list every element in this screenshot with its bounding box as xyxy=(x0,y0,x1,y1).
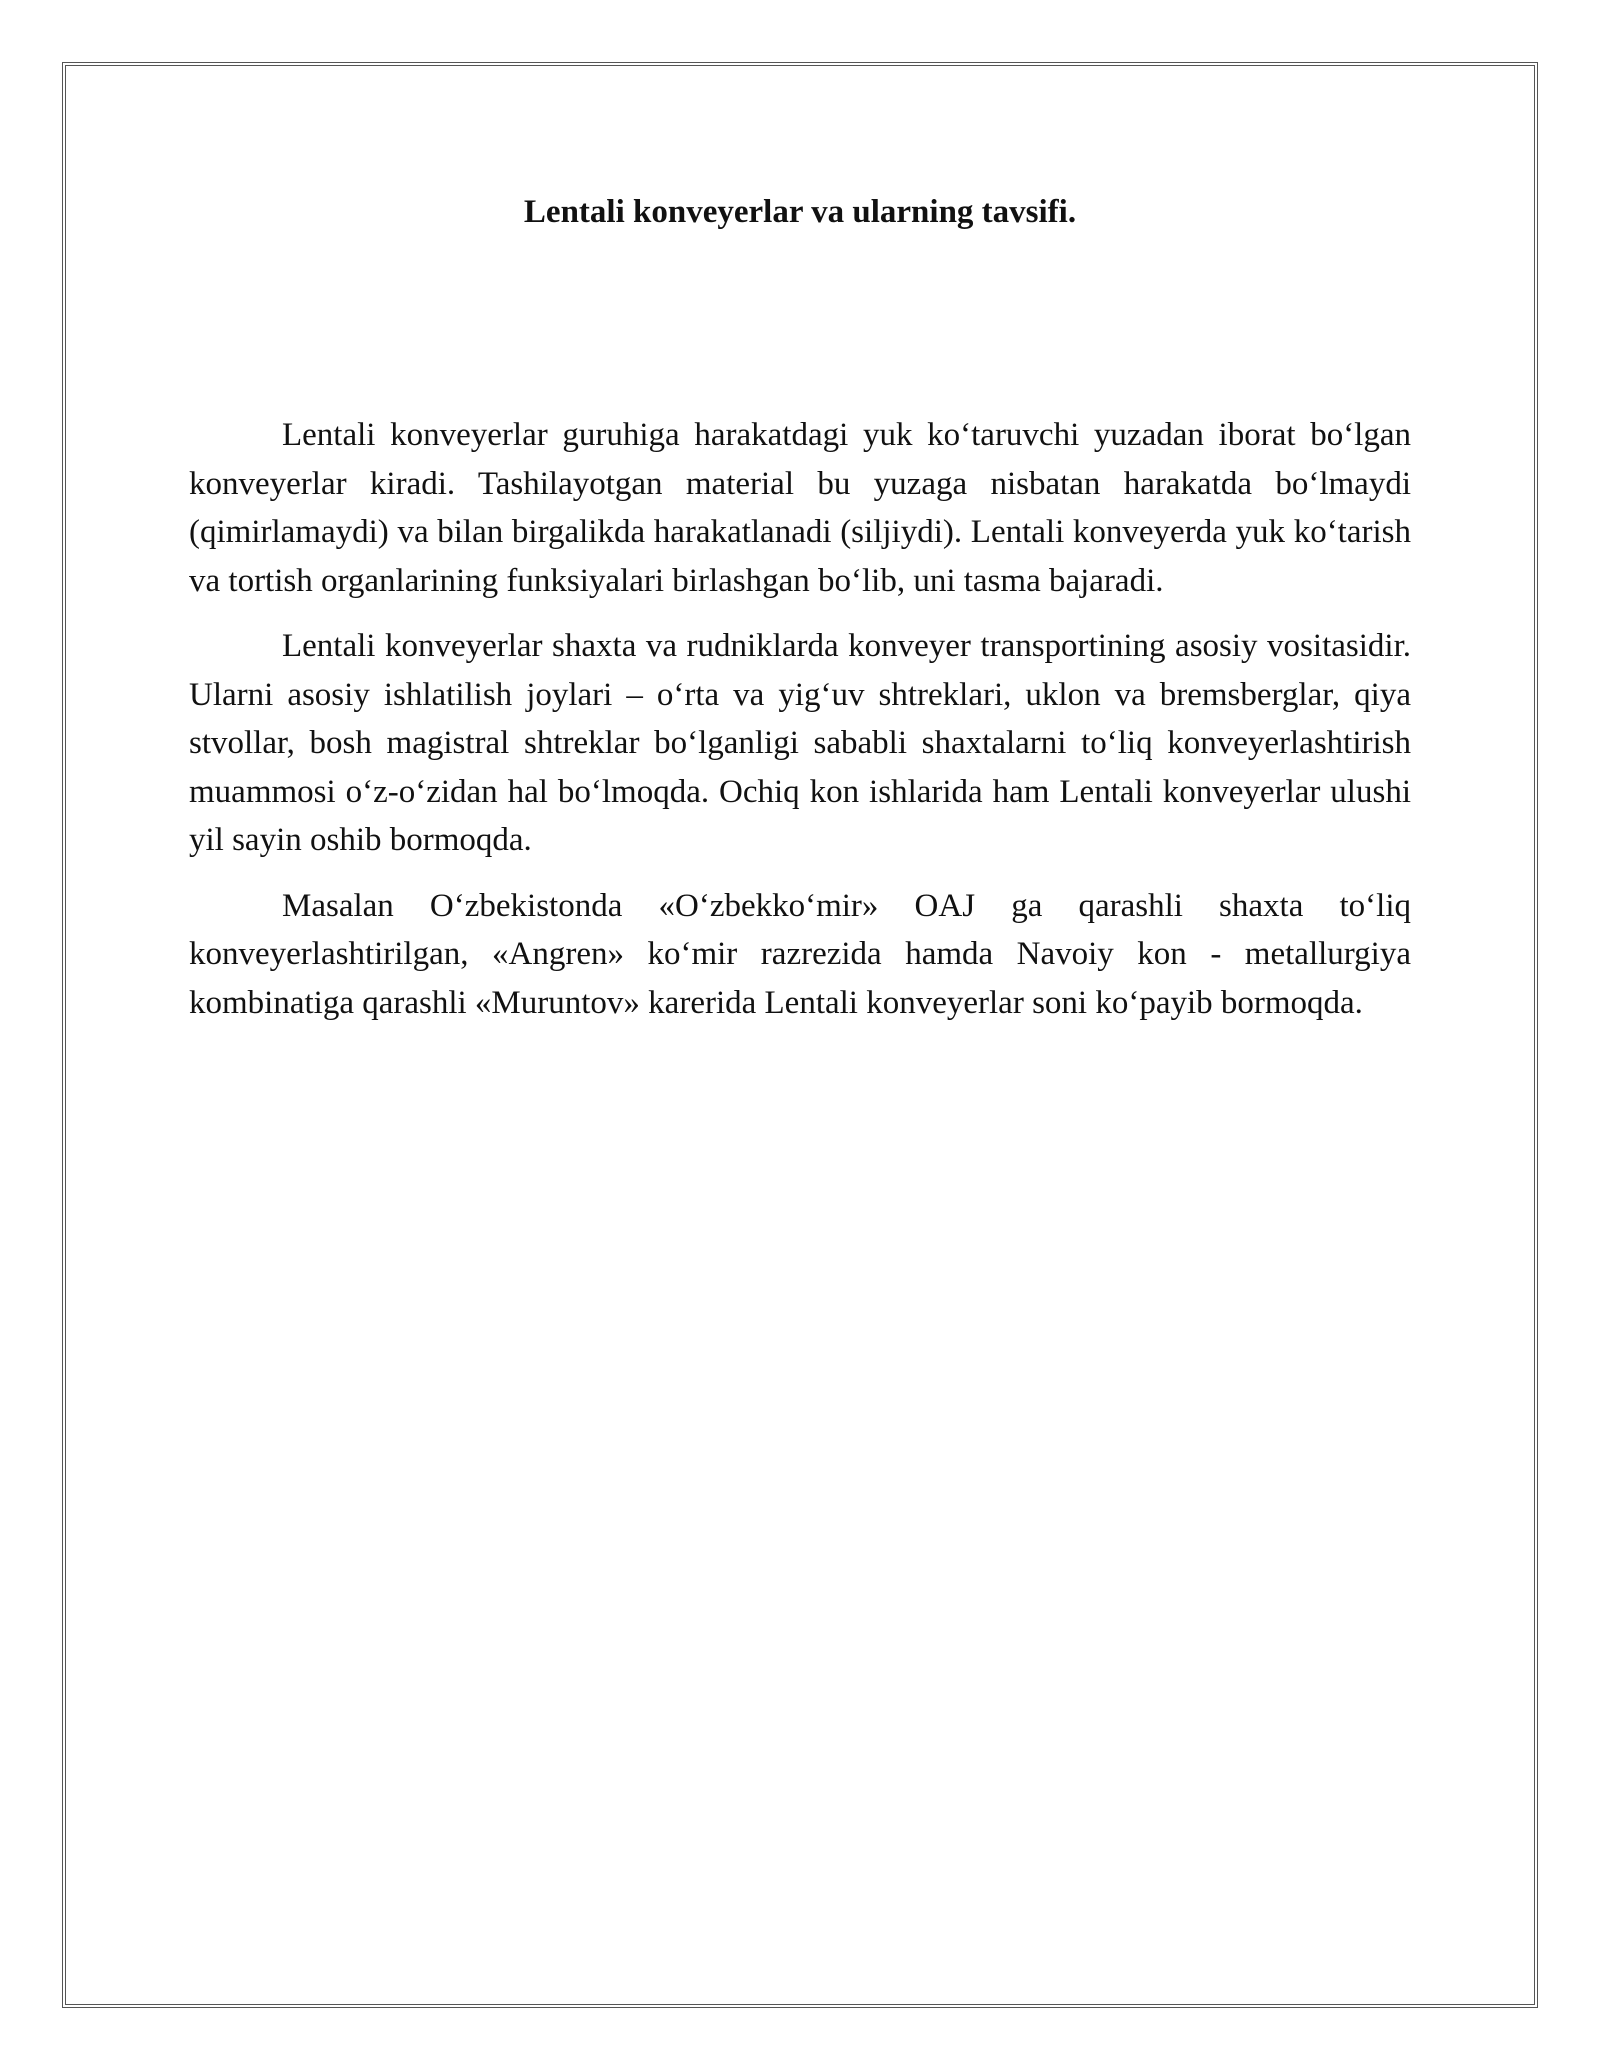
paragraph-1: Lentali konveyerlar guruhiga harakatdagi yuk koʻtaruvchi yuzadan iborat boʻlgan konveyerlar kiradi. Tashilayotgan material bu yuzaga nisbatan harakatda boʻlmaydi (qimirlamaydi) va bilan birgalikda harakatlanadi (siljiydi). Lentali konveyerda yuk koʻtarish va tortish organlarining funksiyalari birlashgan boʻlib, uni tasma bajaradi. xyxy=(189,417,1411,599)
document-title: Lentali konveyerlar va ularning tavsifi. xyxy=(523,194,1077,230)
paragraph-2: Lentali konveyerlar shaxta va rudniklarda konveyer transportining asosiy vositasidir. Ularni asosiy ishlatilish joylari – oʻrta va yigʻuv shtreklari, uklon va bremsberglar, qiya stvollar, bosh magistral shtreklar boʻlganligi sababli shaxtalarni toʻliq konveyerlashtirish muammosi oʻz-oʻzidan hal boʻlmoqda. Ochiq kon ishlarida ham Lentali konveyerlar ulushi yil sayin oshib bormoqda. xyxy=(189,628,1411,858)
paragraph-3: Masalan Oʻzbekistonda «Oʻzbekkoʻmir» OAJ ga qarashli shaxta toʻliq konveyerlashtirilgan, «Angren» koʻmir razrezida hamda Navoiy kon - metallurgiya kombinatiga qarashli «Muruntov» karerida Lentali konveyerlar soni koʻpayib bormoqda. xyxy=(189,887,1411,1021)
document-body xyxy=(189,190,1411,1027)
